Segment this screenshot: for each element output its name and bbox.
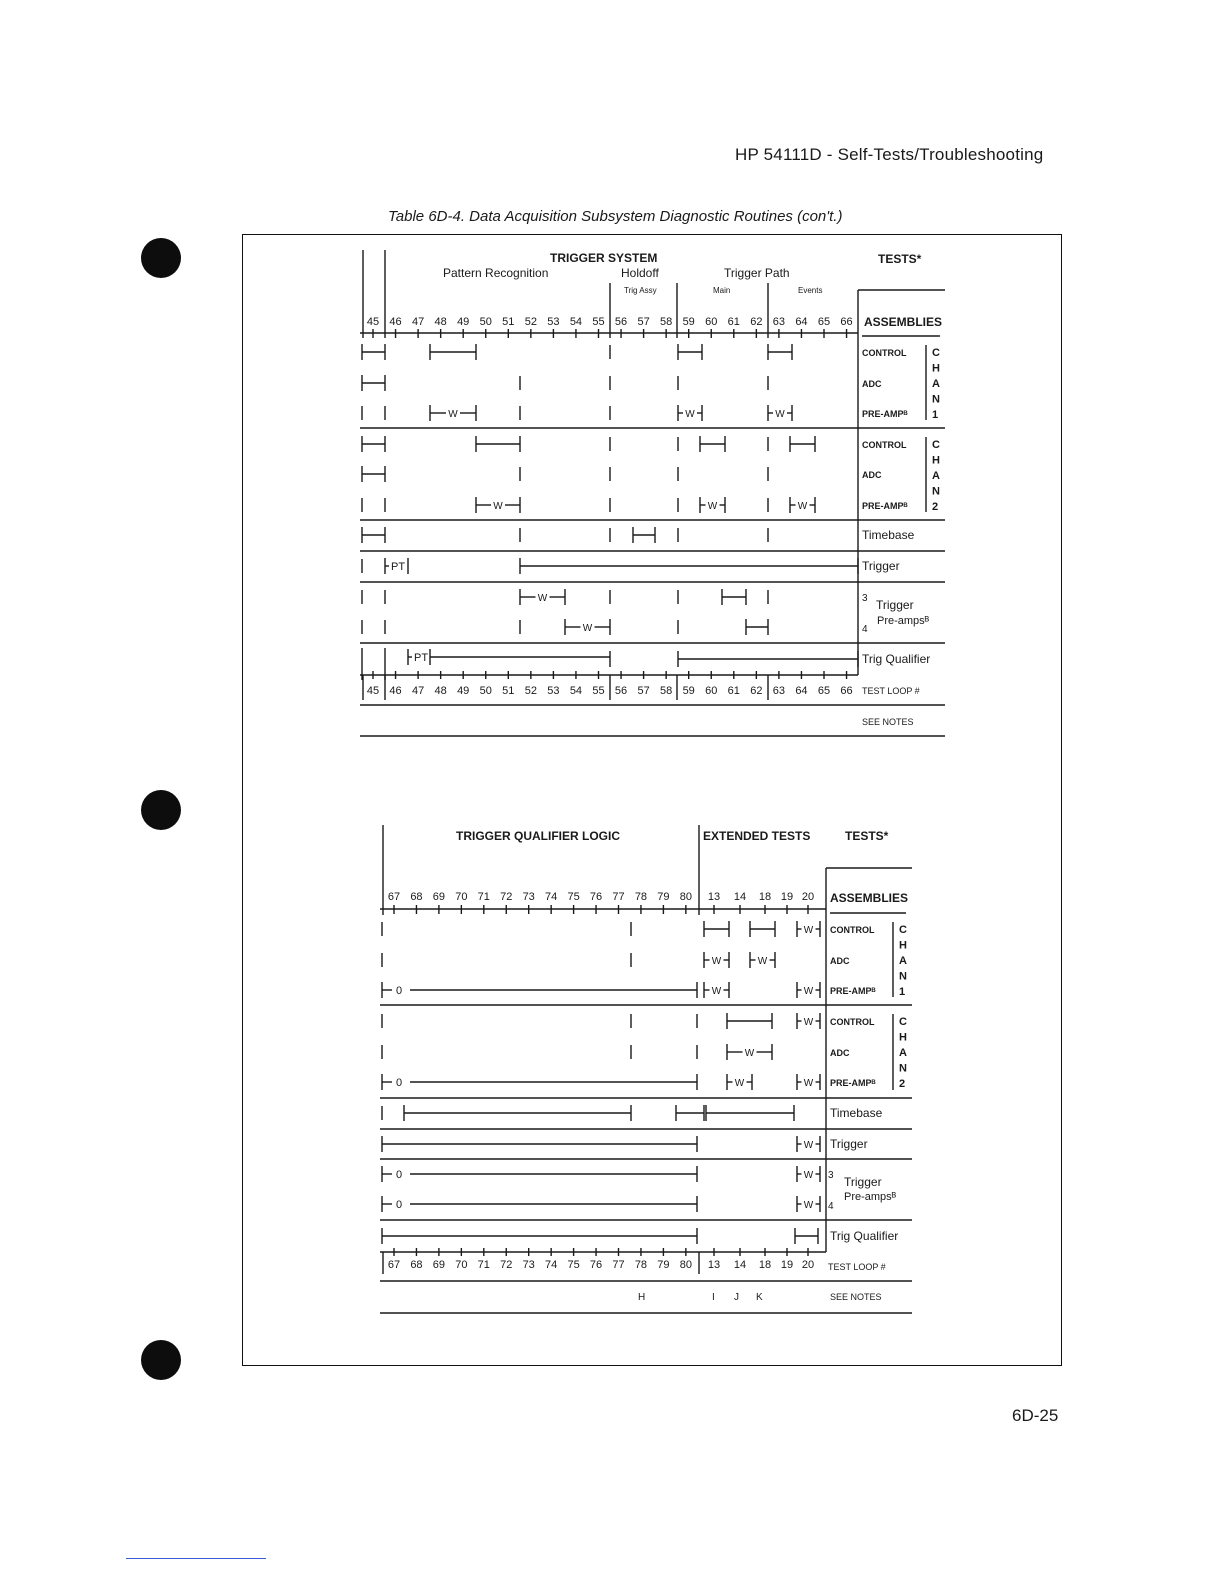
loop-number-52: 52 <box>524 685 537 697</box>
loop-number-63: 63 <box>772 685 786 697</box>
t2-ch2-row-label-1: ADC <box>830 1048 850 1058</box>
tql-number-72: 72 <box>500 891 513 903</box>
subhead-trigger-path: Trigger Path <box>724 266 790 280</box>
note-mark-k: K <box>756 1292 763 1303</box>
t2-ch2-preamp-zero-label: 0 <box>396 1077 403 1089</box>
ch1-letter: A <box>932 378 940 390</box>
note-mark-j: J <box>734 1292 739 1303</box>
loop-number-76: 76 <box>589 1259 603 1271</box>
test-number-47: 47 <box>411 316 425 328</box>
tql-number-76: 76 <box>589 891 603 903</box>
test-number-59: 59 <box>682 316 695 328</box>
loop-number-75: 75 <box>567 1259 580 1271</box>
loop-number-56: 56 <box>614 685 628 697</box>
loop-number-59: 59 <box>682 685 695 697</box>
tql-number-71: 71 <box>477 891 490 903</box>
test-number-52: 52 <box>524 316 537 328</box>
subhead-pattern: Pattern Recognition <box>443 266 549 280</box>
loop-number-64: 64 <box>795 685 808 697</box>
t2-ch2-preamp-wrap-label: W <box>803 1078 814 1089</box>
t2-preamp-num-3: 3 <box>828 1170 834 1181</box>
test-number-60: 60 <box>705 316 718 328</box>
test-number-57: 57 <box>637 316 650 328</box>
ext-number-18: 18 <box>758 891 772 903</box>
t2-ch2-letter: 2 <box>899 1078 906 1090</box>
assemblies-label: ASSEMBLIES <box>864 315 943 329</box>
loop-number-71: 71 <box>477 1259 490 1271</box>
t2-preamp-label-2: Pre-ampsᴮ <box>844 1191 897 1203</box>
preamp-label-1: Trigger <box>876 598 914 612</box>
loop-number-69: 69 <box>432 1259 446 1271</box>
tql-number-70: 70 <box>455 891 468 903</box>
test-number-48: 48 <box>434 316 447 328</box>
t2-see-notes-label: SEE NOTES <box>830 1292 882 1302</box>
t2-ch2-letter: A <box>899 1047 907 1059</box>
loop-number-74: 74 <box>545 1259 558 1271</box>
table-caption: Table 6D-4. Data Acquisition Subsystem Diagnostic Routines (con't.) <box>388 208 843 225</box>
t2-ch1-row-label-1: ADC <box>830 956 850 966</box>
ch2-preamp-wrap-label: W <box>707 501 718 512</box>
tql-number-73: 73 <box>522 891 535 903</box>
ch2-preamp-wrap-label: W <box>493 501 503 512</box>
loop-number-53: 53 <box>547 685 560 697</box>
t2-ch1-letter: 1 <box>899 986 906 998</box>
loop-number-61: 61 <box>727 685 740 697</box>
footer-rule <box>126 1558 266 1559</box>
test-number-61: 61 <box>727 316 740 328</box>
t2-ch1-preamp-wrap-label: W <box>803 986 814 997</box>
extended-title: EXTENDED TESTS <box>703 829 811 843</box>
loop-number-60: 60 <box>705 685 718 697</box>
loop-number-67: 67 <box>387 1259 401 1271</box>
ch1-preamp-wrap-label: W <box>775 409 785 420</box>
ch2-row-label-1: ADC <box>862 470 882 480</box>
t2-ch2-control-wrap-label: W <box>803 1017 814 1028</box>
running-header: HP 54111D - Self-Tests/Troubleshooting <box>735 145 1044 164</box>
tql-number-69: 69 <box>432 891 446 903</box>
loop-number-13: 13 <box>707 1259 721 1271</box>
test-loop-label: TEST LOOP # <box>862 686 920 696</box>
loop-number-49: 49 <box>457 685 470 697</box>
trigger-label: Trigger <box>862 559 900 573</box>
tql-number-68: 68 <box>410 891 423 903</box>
test-number-51: 51 <box>502 316 515 328</box>
loop-number-50: 50 <box>479 685 492 697</box>
trigger-pattern-mark-label: PT <box>391 561 406 573</box>
test-number-49: 49 <box>457 316 470 328</box>
preamp-num-3: 3 <box>862 593 868 604</box>
t2-ch1-letter: C <box>899 924 907 936</box>
loop-number-70: 70 <box>455 1259 468 1271</box>
loop-number-68: 68 <box>410 1259 423 1271</box>
note-mark-i: I <box>712 1292 715 1303</box>
subhead-holdoff: Holdoff <box>621 266 659 280</box>
test-number-53: 53 <box>547 316 560 328</box>
loop-number-62: 62 <box>750 685 763 697</box>
preamp-num-4: 4 <box>862 624 868 635</box>
loop-number-80: 80 <box>679 1259 692 1271</box>
ch2-row-label-2: PRE-AMPᴮ <box>862 501 908 511</box>
ch2-letter: C <box>932 439 940 451</box>
tql-number-75: 75 <box>567 891 580 903</box>
t2-preamp-num-4: 4 <box>828 1201 834 1212</box>
t2-ch1-row-label-2: PRE-AMPᴮ <box>830 986 876 996</box>
tql-number-80: 80 <box>679 891 692 903</box>
subhead-events: Events <box>798 286 823 295</box>
loop-number-79: 79 <box>657 1259 670 1271</box>
ch2-letter: H <box>932 454 940 467</box>
loop-number-57: 57 <box>637 685 650 697</box>
t2-trigger-label: Trigger <box>830 1137 868 1151</box>
ch1-row-label-2: PRE-AMPᴮ <box>862 409 908 419</box>
t2-trigger-wrap-label: W <box>803 1140 814 1151</box>
loop-number-14: 14 <box>733 1259 747 1271</box>
test-number-58: 58 <box>660 316 673 328</box>
test-number-66: 66 <box>840 316 853 328</box>
loop-number-18: 18 <box>758 1259 772 1271</box>
ch2-letter: N <box>932 485 940 498</box>
ch1-row-label-1: ADC <box>862 379 882 389</box>
page-number: 6D-25 <box>1012 1406 1059 1425</box>
tql-number-67: 67 <box>387 891 401 903</box>
loop-number-77: 77 <box>612 1259 625 1271</box>
test-number-63: 63 <box>772 316 786 328</box>
t2-ch1-letter: H <box>899 939 907 952</box>
loop-number-46: 46 <box>389 685 402 697</box>
t2-preamp3-zero-label: 0 <box>396 1169 403 1181</box>
loop-number-65: 65 <box>817 685 831 697</box>
t2-ch1-preamp-wrap-label: W <box>711 986 722 997</box>
loop-number-47: 47 <box>411 685 425 697</box>
loop-number-20: 20 <box>801 1259 815 1271</box>
assemblies-label-2: ASSEMBLIES <box>830 891 909 905</box>
t2-test-loop-label: TEST LOOP # <box>828 1262 886 1272</box>
test-number-55: 55 <box>592 316 605 328</box>
test-number-46: 46 <box>389 316 402 328</box>
note-mark-h: H <box>638 1292 646 1303</box>
t2-trig-qualifier-label: Trig Qualifier <box>830 1229 899 1243</box>
t2-ch1-letter: A <box>899 955 907 967</box>
ch1-preamp-wrap-label: W <box>448 409 458 420</box>
tql-number-78: 78 <box>634 891 648 903</box>
test-number-62: 62 <box>750 316 763 328</box>
ext-number-13: 13 <box>707 891 721 903</box>
loop-number-48: 48 <box>434 685 447 697</box>
ext-number-14: 14 <box>733 891 747 903</box>
tq-pattern-mark-label: PT <box>414 652 429 664</box>
preamp-label-2: Pre-ampsᴮ <box>877 615 930 627</box>
test-number-54: 54 <box>569 316 583 328</box>
group-title: TRIGGER SYSTEM <box>550 251 658 265</box>
test-number-65: 65 <box>817 316 831 328</box>
t2-ch2-row-label-2: PRE-AMPᴮ <box>830 1078 876 1088</box>
loop-number-73: 73 <box>522 1259 535 1271</box>
ch1-row-label-0: CONTROL <box>862 348 907 358</box>
ext-number-19: 19 <box>780 891 794 903</box>
tests-label: TESTS* <box>878 252 922 266</box>
t2-timebase-label: Timebase <box>830 1106 883 1120</box>
t2-preamp4-wrap-label: W <box>803 1200 814 1211</box>
loop-number-78: 78 <box>634 1259 648 1271</box>
ch2-preamp-wrap-label: W <box>797 501 808 512</box>
tql-number-77: 77 <box>612 891 625 903</box>
test-number-56: 56 <box>614 316 628 328</box>
preamp3-wrap-label: W <box>537 593 548 604</box>
loop-number-19: 19 <box>780 1259 794 1271</box>
loop-number-55: 55 <box>592 685 605 697</box>
t2-ch1-adc-wrap-label: W <box>757 956 768 967</box>
preamp4-wrap-label: W <box>582 623 593 634</box>
tests-label-2: TESTS* <box>845 829 889 843</box>
t2-ch2-letter: C <box>899 1016 907 1028</box>
trig-qualifier-label: Trig Qualifier <box>862 652 931 666</box>
t2-ch1-row-label-0: CONTROL <box>830 925 875 935</box>
t2-ch2-letter: N <box>899 1062 907 1075</box>
tql-title: TRIGGER QUALIFIER LOGIC <box>456 829 620 843</box>
t2-ch2-letter: H <box>899 1031 907 1044</box>
ch1-letter: C <box>932 347 940 359</box>
ch1-letter: N <box>932 393 940 406</box>
test-number-45: 45 <box>366 316 380 328</box>
tql-number-79: 79 <box>657 891 670 903</box>
tql-number-74: 74 <box>545 891 558 903</box>
subhead-trig-assy: Trig Assy <box>624 286 657 295</box>
loop-number-51: 51 <box>502 685 515 697</box>
t2-ch2-adc-wrap-label: W <box>744 1048 755 1059</box>
ch2-letter: A <box>932 470 940 482</box>
ch2-letter: 2 <box>932 501 939 513</box>
t2-ch1-control-wrap-label: W <box>803 925 814 936</box>
t2-preamp3-wrap-label: W <box>803 1170 814 1181</box>
loop-number-45: 45 <box>366 685 380 697</box>
see-notes-label: SEE NOTES <box>862 717 914 727</box>
ch1-letter: 1 <box>932 409 939 421</box>
loop-number-54: 54 <box>569 685 583 697</box>
ch2-row-label-0: CONTROL <box>862 440 907 450</box>
t2-preamp4-zero-label: 0 <box>396 1199 403 1211</box>
t2-ch2-preamp-wrap-label: W <box>734 1078 745 1089</box>
ext-number-20: 20 <box>801 891 815 903</box>
test-number-50: 50 <box>479 316 492 328</box>
t2-ch1-adc-wrap-label: W <box>711 956 722 967</box>
subhead-main: Main <box>713 286 731 295</box>
ch1-preamp-wrap-label: W <box>685 409 695 420</box>
t2-ch1-preamp-zero-label: 0 <box>396 985 403 997</box>
ch1-letter: H <box>932 362 940 375</box>
loop-number-66: 66 <box>840 685 853 697</box>
t2-ch1-letter: N <box>899 970 907 983</box>
t2-preamp-label-1: Trigger <box>844 1175 882 1189</box>
loop-number-58: 58 <box>660 685 673 697</box>
test-number-64: 64 <box>795 316 808 328</box>
timebase-label: Timebase <box>862 528 915 542</box>
loop-number-72: 72 <box>500 1259 513 1271</box>
t2-ch2-row-label-0: CONTROL <box>830 1017 875 1027</box>
